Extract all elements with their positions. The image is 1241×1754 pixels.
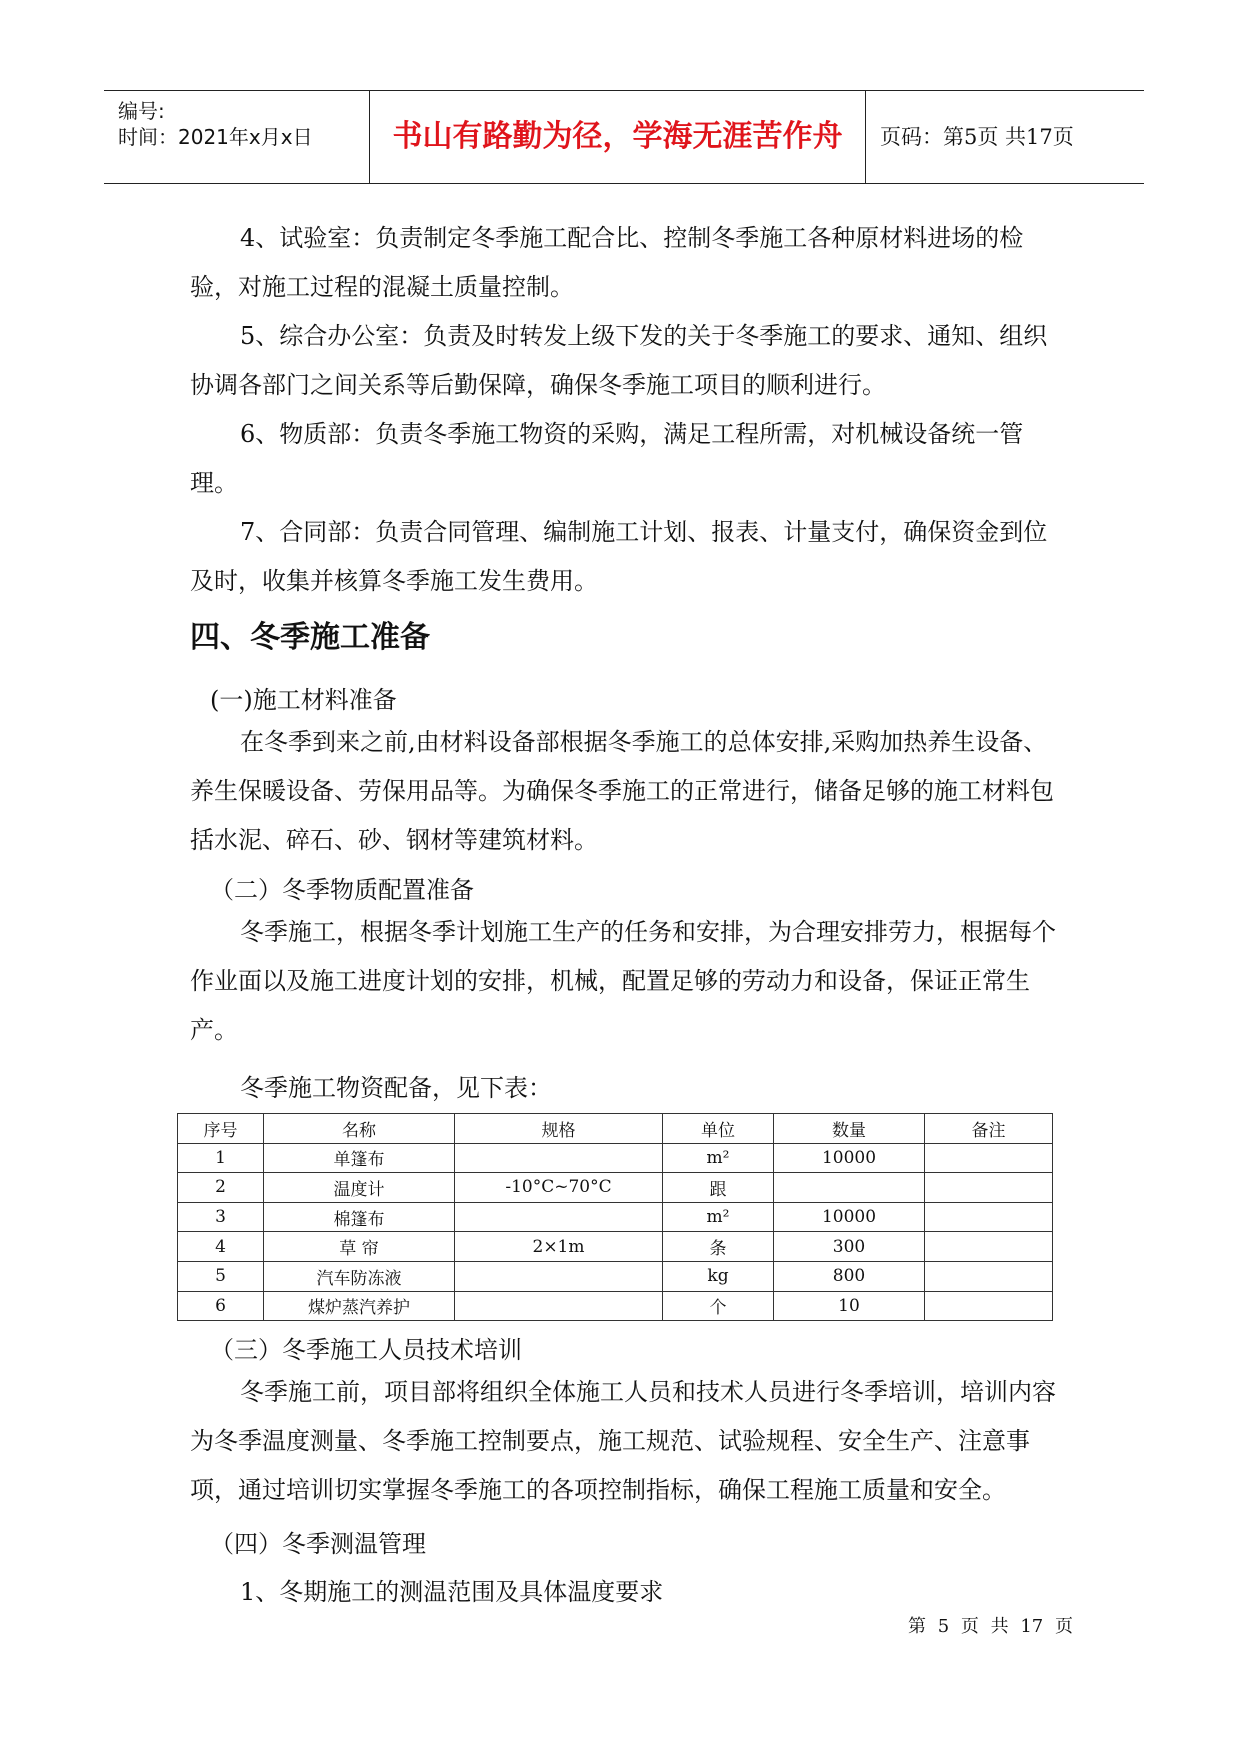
table-header-cell: 备注 <box>925 1114 1053 1144</box>
table-cell <box>925 1173 1053 1203</box>
subsection-text-3: 冬季施工前，项目部将组织全体施工人员和技术人员进行冬季培训，培训内容为冬季温度测量、冬季施工控制要点，施工规范、试验规程、安全生产、注意事项，通过培训切实掌握冬季施工的各项控制指标，确保工程施工质量和安全。 <box>190 1378 1056 1504</box>
table-cell: 10000 <box>774 1143 925 1173</box>
table-cell: m² <box>663 1143 774 1173</box>
subsection-text-2: 冬季施工，根据冬季计划施工生产的任务和安排，为合理安排劳力，根据每个作业面以及施工进度计划的安排，机械，配置足够的劳动力和设备，保证正常生产。 <box>190 918 1056 1044</box>
paragraph-contract-dept: 7、合同部：负责合同管理、编制施工计划、报表、计量支付，确保资金到位及时，收集并核算冬季施工发生费用。 <box>190 518 1048 595</box>
table-cell: 跟 <box>663 1173 774 1203</box>
table-cell: kg <box>663 1261 774 1291</box>
table-row <box>178 1261 1053 1291</box>
table-row <box>178 1232 1053 1262</box>
subsection-title-1: (一)施工材料准备 <box>210 686 397 714</box>
page-footer: 第 5 页 共 17 页 <box>908 1616 1073 1637</box>
table-cell <box>455 1291 663 1321</box>
section-title: 四、冬季施工准备 <box>190 620 430 655</box>
table-cell <box>925 1202 1053 1232</box>
table-header-cell: 单位 <box>663 1114 774 1144</box>
table-row <box>178 1143 1053 1173</box>
table-cell: 煤炉蒸汽养护 <box>264 1291 455 1321</box>
table-cell <box>455 1143 663 1173</box>
table-cell: 800 <box>774 1261 925 1291</box>
table-cell: 3 <box>178 1202 264 1232</box>
table-header-row <box>178 1114 1053 1144</box>
table-cell: 4 <box>178 1232 264 1262</box>
table-cell: m² <box>663 1202 774 1232</box>
header-page-label: 页码：第5页 共17页 <box>880 125 1074 149</box>
paragraph-materials-dept: 6、物质部：负责冬季施工物资的采购，满足工程所需，对机械设备统一管理。 <box>190 420 1024 497</box>
table-header-cell: 数量 <box>774 1114 925 1144</box>
header-left-cell <box>104 91 370 183</box>
table-cell: 条 <box>663 1232 774 1262</box>
table-cell: 汽车防冻液 <box>264 1261 455 1291</box>
table-cell <box>925 1232 1053 1262</box>
table-header-cell: 序号 <box>178 1114 264 1144</box>
table-cell: 棉篷布 <box>264 1202 455 1232</box>
table-cell <box>925 1261 1053 1291</box>
table-cell <box>774 1173 925 1203</box>
subsection-title-3: （三）冬季施工人员技术培训 <box>210 1336 522 1364</box>
table-cell: 300 <box>774 1232 925 1262</box>
table-header-cell: 规格 <box>455 1114 663 1144</box>
table-cell: 10 <box>774 1291 925 1321</box>
table-cell: 温度计 <box>264 1173 455 1203</box>
table-row <box>178 1173 1053 1203</box>
table-row <box>178 1291 1053 1321</box>
table-cell: 个 <box>663 1291 774 1321</box>
table-intro: 冬季施工物资配备，见下表： <box>240 1074 552 1102</box>
table-cell: 草 帘 <box>264 1232 455 1262</box>
table-cell: 2 <box>178 1173 264 1203</box>
table-cell <box>925 1143 1053 1173</box>
table-cell: 1 <box>178 1143 264 1173</box>
subsection-title-2: （二）冬季物质配置准备 <box>210 876 474 904</box>
subsection-text-1: 在冬季到来之前,由材料设备部根据冬季施工的总体安排,采购加热养生设备、养生保暖设备、劳保用品等。为确保冬季施工的正常进行，储备足够的施工材料包括水泥、碎石、砂、钢材等建筑材料。 <box>190 728 1054 854</box>
header-number-label: 编号: <box>118 99 165 123</box>
paragraph-office: 5、综合办公室：负责及时转发上级下发的关于冬季施工的要求、通知、组织协调各部门之间关系等后勤保障，确保冬季施工项目的顺利进行。 <box>190 322 1048 399</box>
table-cell: 5 <box>178 1261 264 1291</box>
page-header <box>104 90 1144 184</box>
table-cell: -10°C~70°C <box>455 1173 663 1203</box>
subsection-item-1: 1、冬期施工的测温范围及具体温度要求 <box>240 1578 664 1606</box>
table-row <box>178 1202 1053 1232</box>
table-cell <box>455 1202 663 1232</box>
materials-table <box>177 1113 1053 1321</box>
table-cell: 10000 <box>774 1202 925 1232</box>
table-cell: 单篷布 <box>264 1143 455 1173</box>
subsection-title-4: （四）冬季测温管理 <box>210 1530 426 1558</box>
table-cell: 6 <box>178 1291 264 1321</box>
header-motto: 书山有路勤为径，学海无涯苦作舟 <box>370 91 866 183</box>
table-header-cell: 名称 <box>264 1114 455 1144</box>
table-cell <box>455 1261 663 1291</box>
table-cell <box>925 1291 1053 1321</box>
header-time-label: 时间：2021年x月x日 <box>118 125 313 149</box>
table-cell: 2×1m <box>455 1232 663 1262</box>
paragraph-lab: 4、试验室：负责制定冬季施工配合比、控制冬季施工各种原材料进场的检验，对施工过程的混凝土质量控制。 <box>190 224 1024 301</box>
